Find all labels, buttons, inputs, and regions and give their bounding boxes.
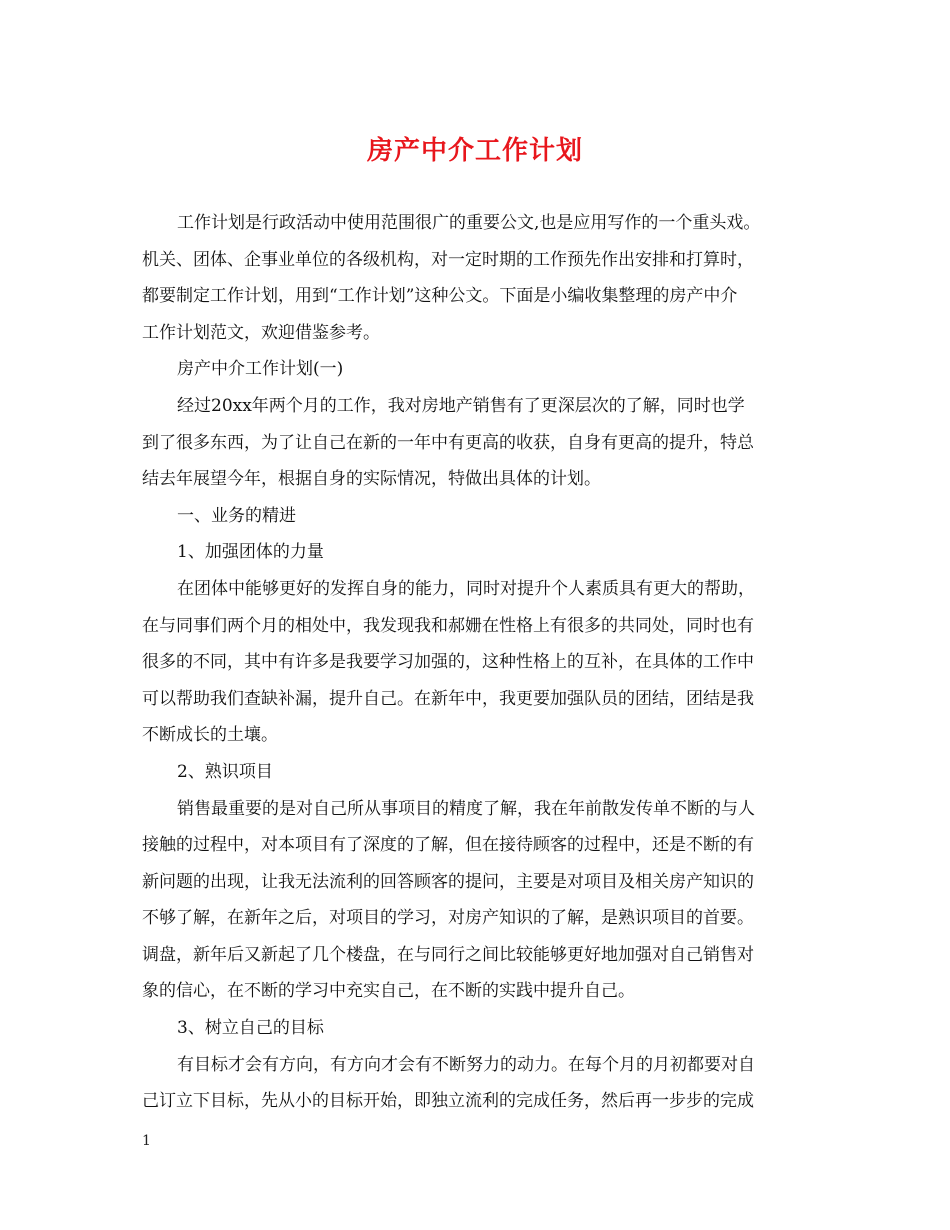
text-line: 都要制定工作计划，用到“工作计划”这种公文。下面是小编收集整理的房产中介 bbox=[142, 286, 738, 307]
text-line: 接触的过程中，对本项目有了深度的了解，但在接待顾客的过程中，还是不断的有 bbox=[142, 835, 754, 856]
text-line: 经过20xx年两个月的工作，我对房地产销售有了更深层次的了解，同时也学 bbox=[177, 395, 745, 416]
text-line: 一、业务的精进 bbox=[177, 505, 296, 526]
text-line: 在团体中能够更好的发挥自身的能力，同时对提升个人素质具有更大的帮助， bbox=[177, 578, 755, 599]
text-line: 工作计划范文，欢迎借鉴参考。 bbox=[142, 322, 380, 343]
text-line: 3、树立自己的目标 bbox=[177, 1018, 324, 1039]
text-line: 有目标才会有方向，有方向才会有不断努力的动力。在每个月的月初都要对自 bbox=[177, 1054, 755, 1075]
text-line: 机关、团体、企事业单位的各级机构，对一定时期的工作预先作出安排和打算时， bbox=[142, 249, 754, 270]
text-line: 不够了解，在新年之后，对项目的学习，对房产知识的了解，是熟识项目的首要。 bbox=[142, 908, 754, 929]
text-line: 在与同事们两个月的相处中，我发现我和郝姗在性格上有很多的共同处，同时也有 bbox=[142, 615, 754, 636]
text-line: 工作计划是行政活动中使用范围很广的重要公文,也是应用写作的一个重头戏。 bbox=[177, 213, 761, 233]
page-title: 房产中介工作计划 bbox=[366, 136, 583, 166]
text-line: 结去年展望今年，根据自身的实际情况，特做出具体的计划。 bbox=[142, 469, 601, 490]
text-line: 1、加强团体的力量 bbox=[177, 542, 324, 563]
text-line: 可以帮助我们查缺补漏，提升自己。在新年中，我更要加强队员的团结，团结是我 bbox=[142, 688, 754, 709]
text-line: 调盘，新年后又新起了几个楼盘，在与同行之间比较能够更好地加强对自己销售对 bbox=[142, 944, 754, 965]
text-line: 房产中介工作计划(一) bbox=[177, 359, 344, 380]
text-line: 不断成长的土壤。 bbox=[142, 725, 278, 746]
text-line: 到了很多东西，为了让自己在新的一年中有更高的收获，自身有更高的提升，特总 bbox=[142, 432, 754, 453]
text-line: 新问题的出现，让我无法流利的回答顾客的提问，主要是对项目及相关房产知识的 bbox=[142, 871, 754, 892]
text-line: 象的信心，在不断的学习中充实自己，在不断的实践中提升自己。 bbox=[142, 981, 635, 1002]
document-body bbox=[142, 205, 822, 1120]
text-line: 己订立下目标，先从小的目标开始，即独立流利的完成任务，然后再一步步的完成 bbox=[142, 1091, 754, 1112]
page-number: 1 bbox=[142, 1133, 151, 1149]
text-line: 很多的不同，其中有许多是我要学习加强的，这种性格上的互补，在具体的工作中 bbox=[142, 652, 754, 673]
text-line: 2、熟识项目 bbox=[177, 761, 273, 782]
text-line: 销售最重要的是对自己所从事项目的精度了解，我在年前散发传单不断的与人 bbox=[177, 798, 755, 819]
